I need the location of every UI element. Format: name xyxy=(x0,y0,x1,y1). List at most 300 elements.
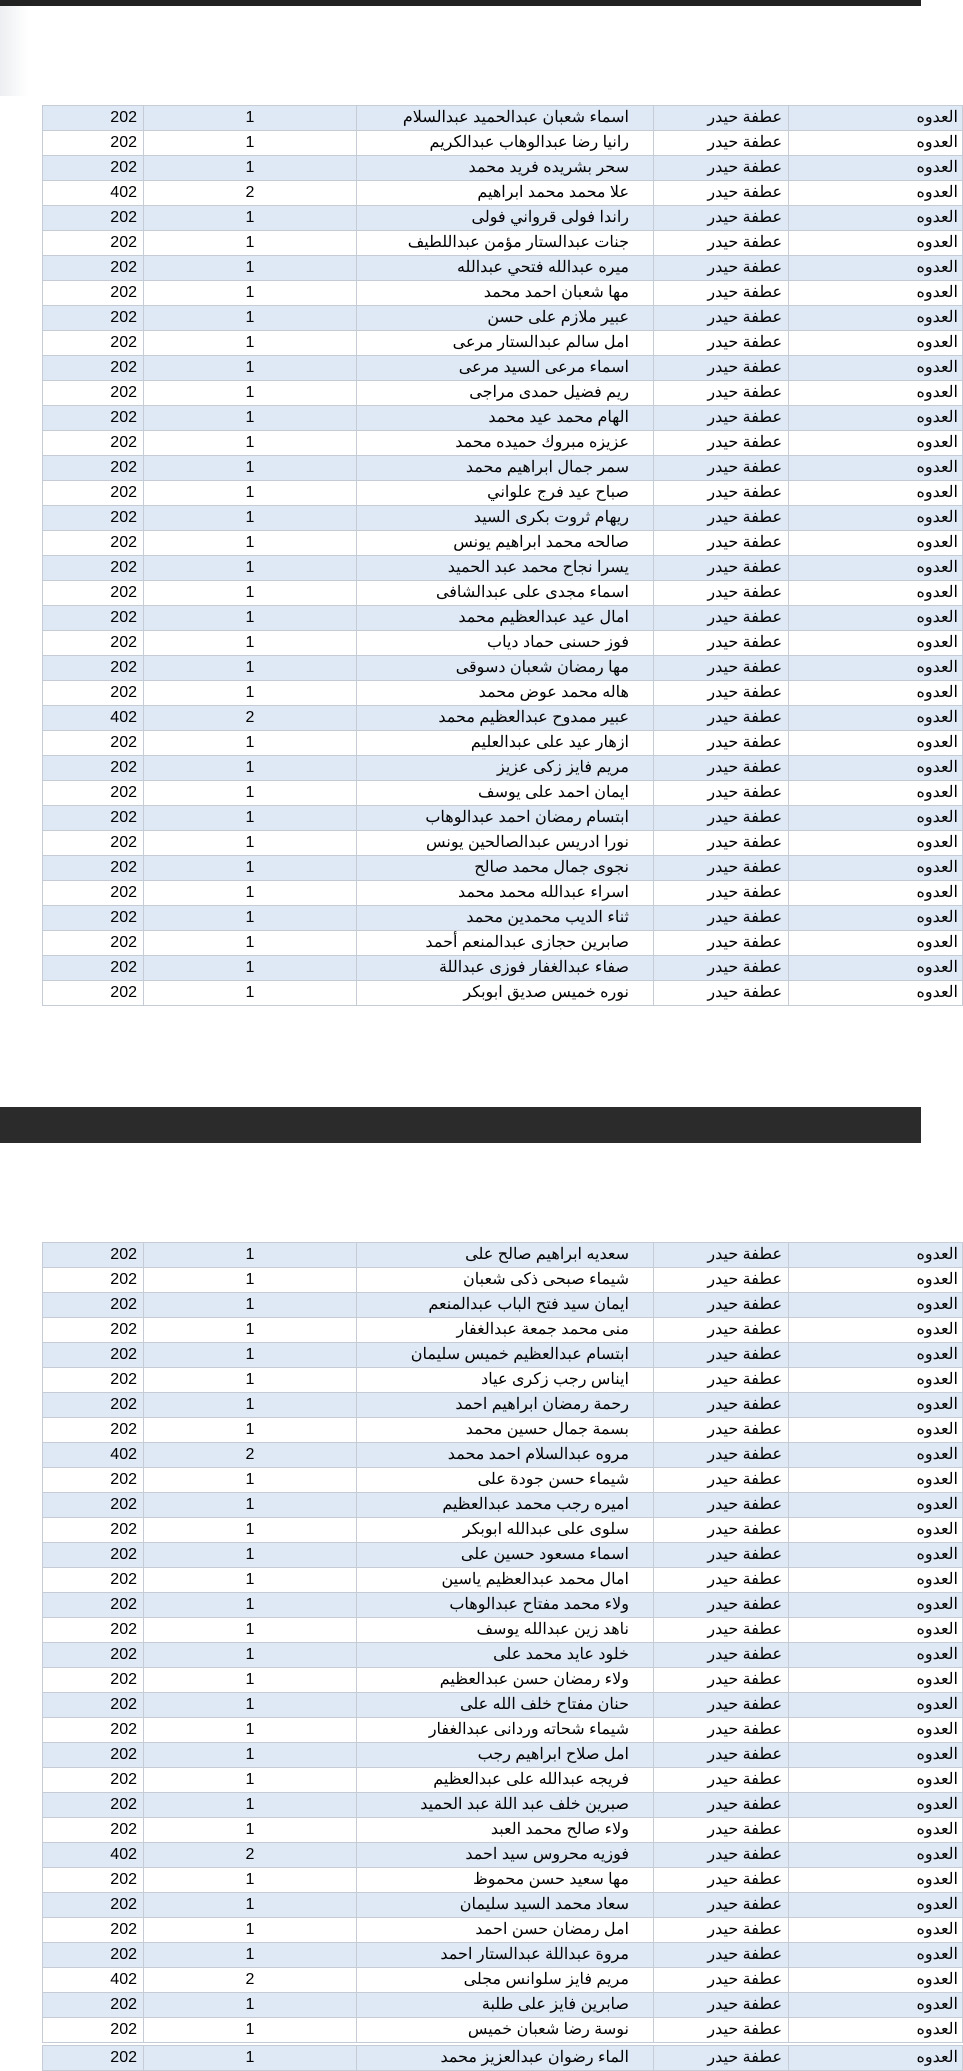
table-row xyxy=(43,1243,963,1268)
cell-code: 402 xyxy=(43,181,144,206)
cell-qty: 1 xyxy=(144,606,357,631)
cell-qty: 2 xyxy=(144,1968,357,1993)
table-row xyxy=(43,1393,963,1418)
cell-name: ايناس رجب زكرى عياد xyxy=(357,1368,654,1393)
cell-qty: 1 xyxy=(144,681,357,706)
cell-name: شيماء شحاته وردانى عبدالغفار xyxy=(357,1718,654,1743)
cell-street: عطفة حيدر xyxy=(654,356,789,381)
table-row xyxy=(43,1793,963,1818)
cell-street: عطفة حيدر xyxy=(654,1968,789,1993)
cell-code: 202 xyxy=(43,1618,144,1643)
cell-street: عطفة حيدر xyxy=(654,1668,789,1693)
cell-qty: 1 xyxy=(144,831,357,856)
cell-area: العدوه xyxy=(789,1843,963,1868)
cell-name: نورا ادريس عبدالصالحين يونس xyxy=(357,831,654,856)
cell-code: 202 xyxy=(43,556,144,581)
cell-name: بسمة جمال حسين محمد xyxy=(357,1418,654,1443)
table-row xyxy=(43,381,963,406)
cell-code: 202 xyxy=(43,1918,144,1943)
cell-area: العدوه xyxy=(789,206,963,231)
cell-code: 202 xyxy=(43,606,144,631)
cell-code: 202 xyxy=(43,1793,144,1818)
cell-street: عطفة حيدر xyxy=(654,581,789,606)
table-row xyxy=(43,1468,963,1493)
cell-name: سعاد محمد السيد سليمان xyxy=(357,1893,654,1918)
cell-area: العدوه xyxy=(789,931,963,956)
cell-name: مها شعبان احمد محمد xyxy=(357,281,654,306)
cell-name: عزيزه مبروك حميده محمد xyxy=(357,431,654,456)
table-row xyxy=(43,831,963,856)
table-row xyxy=(43,1718,963,1743)
cell-name: امل رمضان حسن احمد xyxy=(357,1918,654,1943)
cell-name: مروه عبدالسلام احمد محمد xyxy=(357,1443,654,1468)
cell-area: العدوه xyxy=(789,581,963,606)
cell-qty: 1 xyxy=(144,1393,357,1418)
cell-street: عطفة حيدر xyxy=(654,531,789,556)
cell-area: العدوه xyxy=(789,1943,963,1968)
cell-code: 202 xyxy=(43,656,144,681)
cell-name: صفاء عبدالغفار فوزى عبداللة xyxy=(357,956,654,981)
cell-street: عطفة حيدر xyxy=(654,1368,789,1393)
table-row xyxy=(43,1318,963,1343)
cell-name: سلوى على عبدالله ابوبكر xyxy=(357,1518,654,1543)
cell-code: 202 xyxy=(43,881,144,906)
cell-qty: 1 xyxy=(144,1768,357,1793)
cell-street: عطفة حيدر xyxy=(654,1568,789,1593)
table-row xyxy=(43,856,963,881)
cell-code: 202 xyxy=(43,1993,144,2018)
cell-name: ناهد زين عبدالله يوسف xyxy=(357,1618,654,1643)
cell-name: ولاء صالح محمد العبد xyxy=(357,1818,654,1843)
cell-code: 202 xyxy=(43,956,144,981)
cell-qty: 1 xyxy=(144,956,357,981)
cell-street: عطفة حيدر xyxy=(654,306,789,331)
table-row xyxy=(43,1418,963,1443)
cell-area: العدوه xyxy=(789,2018,963,2043)
cell-area: العدوه xyxy=(789,431,963,456)
cell-qty: 1 xyxy=(144,431,357,456)
cell-name: اسماء شعبان عبدالحميد عبدالسلام xyxy=(357,106,654,131)
cell-area: العدوه xyxy=(789,806,963,831)
cell-area: العدوه xyxy=(789,856,963,881)
cell-street: عطفة حيدر xyxy=(654,1443,789,1468)
table-row xyxy=(43,581,963,606)
table-row xyxy=(43,781,963,806)
cell-area: العدوه xyxy=(789,631,963,656)
top-edge-bar xyxy=(0,0,921,6)
cell-name: مها سعيد حسن محموظ xyxy=(357,1868,654,1893)
cell-name: سحر بشريده فريد محمد xyxy=(357,156,654,181)
cell-street: عطفة حيدر xyxy=(654,331,789,356)
cell-qty: 1 xyxy=(144,306,357,331)
cell-street: عطفة حيدر xyxy=(654,1743,789,1768)
cell-area: العدوه xyxy=(789,981,963,1006)
cell-qty: 1 xyxy=(144,631,357,656)
cell-name: اسماء مجدى على عبدالشافى xyxy=(357,581,654,606)
cell-code: 202 xyxy=(43,156,144,181)
cell-name: ريم فضيل حمدى مراجى xyxy=(357,381,654,406)
cell-area: العدوه xyxy=(789,956,963,981)
cell-area: العدوه xyxy=(789,1868,963,1893)
cell-street: عطفة حيدر xyxy=(654,856,789,881)
cell-qty: 1 xyxy=(144,2046,357,2071)
cell-area: العدوه xyxy=(789,1893,963,1918)
cell-area: العدوه xyxy=(789,156,963,181)
table-row xyxy=(43,331,963,356)
table-row xyxy=(43,656,963,681)
cell-area: العدوه xyxy=(789,331,963,356)
cell-code: 202 xyxy=(43,631,144,656)
cell-name: عبير ملازم على حسن xyxy=(357,306,654,331)
cell-name: ولاء رمضان حسن عبدالعظيم xyxy=(357,1668,654,1693)
cell-area: العدوه xyxy=(789,106,963,131)
cell-code: 202 xyxy=(43,1943,144,1968)
cell-name: اميره رجب محمد عبدالعظيم xyxy=(357,1493,654,1518)
cell-code: 202 xyxy=(43,1568,144,1593)
cell-code: 202 xyxy=(43,1718,144,1743)
cell-name: ريهام ثروت بكرى السيد xyxy=(357,506,654,531)
table-row xyxy=(43,406,963,431)
cell-code: 202 xyxy=(43,2018,144,2043)
cell-area: العدوه xyxy=(789,1793,963,1818)
cell-qty: 1 xyxy=(144,1518,357,1543)
cell-street: عطفة حيدر xyxy=(654,1943,789,1968)
cell-qty: 1 xyxy=(144,1993,357,2018)
cell-code: 202 xyxy=(43,481,144,506)
spreadsheet-table-top xyxy=(42,105,963,1006)
cell-name: علا محمد محمد ابراهيم xyxy=(357,181,654,206)
cell-street: عطفة حيدر xyxy=(654,256,789,281)
cell-name: ثناء الديب محمدين محمد xyxy=(357,906,654,931)
table-row xyxy=(43,981,963,1006)
cell-street: عطفة حيدر xyxy=(654,1243,789,1268)
table-row xyxy=(43,906,963,931)
cell-street: عطفة حيدر xyxy=(654,606,789,631)
cell-name: مروة عبداللة عبدالستار احمد xyxy=(357,1943,654,1968)
cell-name: نجوى جمال محمد صالح xyxy=(357,856,654,881)
cell-qty: 1 xyxy=(144,1743,357,1768)
cell-area: العدوه xyxy=(789,606,963,631)
cell-code: 202 xyxy=(43,2046,144,2071)
cell-qty: 1 xyxy=(144,1568,357,1593)
page-edge-shadow xyxy=(0,6,28,96)
cell-name: راندا فولى قرواني فولى xyxy=(357,206,654,231)
table-row xyxy=(43,456,963,481)
cell-street: عطفة حيدر xyxy=(654,1593,789,1618)
cell-code: 202 xyxy=(43,531,144,556)
cell-qty: 1 xyxy=(144,1418,357,1443)
cell-name: اسماء مرعى السيد مرعى xyxy=(357,356,654,381)
cell-area: العدوه xyxy=(789,781,963,806)
cell-code: 202 xyxy=(43,1893,144,1918)
table-row xyxy=(43,1693,963,1718)
cell-street: عطفة حيدر xyxy=(654,1818,789,1843)
cell-area: العدوه xyxy=(789,1618,963,1643)
cell-code: 202 xyxy=(43,981,144,1006)
cell-name: ايمان سيد فتح الباب عبدالمنعم xyxy=(357,1293,654,1318)
cell-name: شيماء حسن جودة على xyxy=(357,1468,654,1493)
cell-code: 202 xyxy=(43,1643,144,1668)
cell-area: العدوه xyxy=(789,1543,963,1568)
table-row xyxy=(43,681,963,706)
cell-name: صالحه محمد ابراهيم يونس xyxy=(357,531,654,556)
cell-street: عطفة حيدر xyxy=(654,756,789,781)
cell-code: 202 xyxy=(43,1468,144,1493)
cell-area: العدوه xyxy=(789,381,963,406)
cell-qty: 1 xyxy=(144,1718,357,1743)
cell-area: العدوه xyxy=(789,1818,963,1843)
table-row xyxy=(43,206,963,231)
cell-street: عطفة حيدر xyxy=(654,1618,789,1643)
cell-qty: 2 xyxy=(144,1443,357,1468)
cell-qty: 1 xyxy=(144,1243,357,1268)
cell-area: العدوه xyxy=(789,1743,963,1768)
cell-street: عطفة حيدر xyxy=(654,106,789,131)
cell-code: 202 xyxy=(43,456,144,481)
cell-area: العدوه xyxy=(789,706,963,731)
cell-area: العدوه xyxy=(789,1318,963,1343)
cell-qty: 1 xyxy=(144,231,357,256)
cell-name: مها رمضان شعبان دسوقى xyxy=(357,656,654,681)
cell-area: العدوه xyxy=(789,356,963,381)
cell-name: ولاء محمد مفتاح عبدالوهاب xyxy=(357,1593,654,1618)
table-row xyxy=(43,1618,963,1643)
cell-qty: 1 xyxy=(144,1368,357,1393)
cell-qty: 1 xyxy=(144,1943,357,1968)
cell-name: الماء رضوان عبدالعزيز محمد xyxy=(357,2046,654,2071)
cell-area: العدوه xyxy=(789,1268,963,1293)
cell-name: اسماء مسعود حسين على xyxy=(357,1543,654,1568)
cell-street: عطفة حيدر xyxy=(654,1518,789,1543)
cell-code: 202 xyxy=(43,381,144,406)
cell-name: صباح عيد فرج علواني xyxy=(357,481,654,506)
cell-street: عطفة حيدر xyxy=(654,2018,789,2043)
cell-code: 202 xyxy=(43,1318,144,1343)
partial-cut-row xyxy=(42,2045,958,2066)
table-row xyxy=(43,1818,963,1843)
table-row xyxy=(43,1443,963,1468)
cell-qty: 1 xyxy=(144,356,357,381)
cell-area: العدوه xyxy=(789,1918,963,1943)
cell-name: امال محمد عبدالعظيم ياسين xyxy=(357,1568,654,1593)
cell-street: عطفة حيدر xyxy=(654,481,789,506)
cell-qty: 1 xyxy=(144,781,357,806)
cell-qty: 2 xyxy=(144,706,357,731)
cell-street: عطفة حيدر xyxy=(654,1893,789,1918)
table-row xyxy=(43,1968,963,1993)
table-row xyxy=(43,481,963,506)
cell-area: العدوه xyxy=(789,681,963,706)
cell-qty: 1 xyxy=(144,381,357,406)
cell-street: عطفة حيدر xyxy=(654,231,789,256)
cell-name: صابرين حجازى عبدالمنعم أحمد xyxy=(357,931,654,956)
cell-qty: 1 xyxy=(144,731,357,756)
cell-qty: 1 xyxy=(144,1868,357,1893)
table-row xyxy=(43,156,963,181)
cell-qty: 1 xyxy=(144,656,357,681)
cell-street: عطفة حيدر xyxy=(654,1718,789,1743)
cell-street: عطفة حيدر xyxy=(654,1693,789,1718)
cell-code: 202 xyxy=(43,431,144,456)
cell-qty: 1 xyxy=(144,856,357,881)
cell-name: هاله محمد عوض محمد xyxy=(357,681,654,706)
table-row xyxy=(43,556,963,581)
cell-name: رانيا رضا عبدالوهاب عبدالكريم xyxy=(357,131,654,156)
table-row xyxy=(43,431,963,456)
cell-qty: 1 xyxy=(144,881,357,906)
table-row xyxy=(43,256,963,281)
cell-qty: 1 xyxy=(144,1818,357,1843)
table-row xyxy=(43,1268,963,1293)
cell-name: عبير ممدوح عبدالعظيم محمد xyxy=(357,706,654,731)
cell-street: عطفة حيدر xyxy=(654,1343,789,1368)
cell-area: العدوه xyxy=(789,1418,963,1443)
cell-code: 402 xyxy=(43,1968,144,1993)
cell-code: 202 xyxy=(43,681,144,706)
cell-name: نوره خميس صديق ابوبكر xyxy=(357,981,654,1006)
cell-qty: 1 xyxy=(144,481,357,506)
table-row xyxy=(43,306,963,331)
table-row xyxy=(43,1893,963,1918)
cell-code: 202 xyxy=(43,106,144,131)
cell-street: عطفة حيدر xyxy=(654,681,789,706)
cell-name: صبرين خلف عبد اللة عبد الحميد xyxy=(357,1793,654,1818)
cell-area: العدوه xyxy=(789,1693,963,1718)
cell-area: العدوه xyxy=(789,1568,963,1593)
cell-street: عطفة حيدر xyxy=(654,281,789,306)
cell-area: العدوه xyxy=(789,1393,963,1418)
cell-code: 202 xyxy=(43,1518,144,1543)
cell-qty: 1 xyxy=(144,1318,357,1343)
cell-name: فوز حسنى حماد دياب xyxy=(357,631,654,656)
cell-name: فريجه عبدالله على عبدالعظيم xyxy=(357,1768,654,1793)
cell-qty: 1 xyxy=(144,256,357,281)
cell-area: العدوه xyxy=(789,256,963,281)
cell-area: العدوه xyxy=(789,1968,963,1993)
cell-code: 202 xyxy=(43,306,144,331)
spreadsheet-table-bottom xyxy=(42,1242,963,2043)
cell-name: مريم فايز سلوانس مجلى xyxy=(357,1968,654,1993)
cell-qty: 1 xyxy=(144,506,357,531)
table-row xyxy=(43,506,963,531)
cell-qty: 1 xyxy=(144,1493,357,1518)
cell-name: فوزيه محروس سيد احمد xyxy=(357,1843,654,1868)
cell-qty: 1 xyxy=(144,931,357,956)
cell-qty: 1 xyxy=(144,456,357,481)
cell-code: 202 xyxy=(43,356,144,381)
cell-code: 202 xyxy=(43,231,144,256)
table-row xyxy=(43,1918,963,1943)
cell-name: حنان مفتاح خلف الله على xyxy=(357,1693,654,1718)
cell-area: العدوه xyxy=(789,281,963,306)
table-row xyxy=(43,131,963,156)
cell-code: 202 xyxy=(43,1743,144,1768)
cell-code: 202 xyxy=(43,331,144,356)
cell-code: 202 xyxy=(43,1393,144,1418)
cell-street: عطفة حيدر xyxy=(654,456,789,481)
cell-code: 202 xyxy=(43,1593,144,1618)
cell-qty: 1 xyxy=(144,1918,357,1943)
cell-code: 202 xyxy=(43,831,144,856)
table-row xyxy=(43,706,963,731)
cell-street: عطفة حيدر xyxy=(654,1418,789,1443)
cell-code: 202 xyxy=(43,906,144,931)
cell-street: عطفة حيدر xyxy=(654,1843,789,1868)
cell-qty: 1 xyxy=(144,1293,357,1318)
cell-street: عطفة حيدر xyxy=(654,631,789,656)
cell-qty: 1 xyxy=(144,156,357,181)
cell-name: صابرين فايز على طلبة xyxy=(357,1993,654,2018)
table-row xyxy=(43,281,963,306)
cell-name: اسراء عبدالله محمد محمد xyxy=(357,881,654,906)
cell-qty: 1 xyxy=(144,406,357,431)
cell-street: عطفة حيدر xyxy=(654,1768,789,1793)
cell-area: العدوه xyxy=(789,656,963,681)
table-row xyxy=(43,931,963,956)
cell-qty: 1 xyxy=(144,1643,357,1668)
cell-street: عطفة حيدر xyxy=(654,206,789,231)
cell-name: يسرا نجاح محمد عبد الحميد xyxy=(357,556,654,581)
cell-code: 202 xyxy=(43,1268,144,1293)
cell-qty: 1 xyxy=(144,531,357,556)
cell-name: امال عيد عبدالعظيم محمد xyxy=(357,606,654,631)
cell-area: العدوه xyxy=(789,1518,963,1543)
cell-code: 402 xyxy=(43,706,144,731)
table-row xyxy=(43,1643,963,1668)
table-row xyxy=(43,1668,963,1693)
cell-qty: 1 xyxy=(144,1593,357,1618)
cell-code: 202 xyxy=(43,256,144,281)
cell-area: العدوه xyxy=(789,1368,963,1393)
table-row xyxy=(43,1568,963,1593)
table-row xyxy=(43,181,963,206)
cell-code: 202 xyxy=(43,406,144,431)
cell-area: العدوه xyxy=(789,181,963,206)
cell-code: 202 xyxy=(43,781,144,806)
cell-street: عطفة حيدر xyxy=(654,381,789,406)
cell-area: العدوه xyxy=(789,481,963,506)
cell-code: 202 xyxy=(43,1243,144,1268)
cell-street: عطفة حيدر xyxy=(654,1643,789,1668)
cell-code: 202 xyxy=(43,1293,144,1318)
cell-area: العدوه xyxy=(789,1593,963,1618)
table-row xyxy=(43,1843,963,1868)
cell-area: العدوه xyxy=(789,506,963,531)
table-row xyxy=(43,1293,963,1318)
table-row xyxy=(43,1368,963,1393)
table-row xyxy=(43,956,963,981)
cell-area: العدوه xyxy=(789,731,963,756)
cell-area: العدوه xyxy=(789,531,963,556)
cell-code: 202 xyxy=(43,931,144,956)
cell-area: العدوه xyxy=(789,2046,963,2071)
cell-street: عطفة حيدر xyxy=(654,881,789,906)
cell-street: عطفة حيدر xyxy=(654,731,789,756)
cell-street: عطفة حيدر xyxy=(654,1393,789,1418)
table-row xyxy=(43,1943,963,1968)
table-row xyxy=(43,631,963,656)
cell-code: 202 xyxy=(43,806,144,831)
cell-street: عطفة حيدر xyxy=(654,1493,789,1518)
cell-area: العدوه xyxy=(789,556,963,581)
cell-street: عطفة حيدر xyxy=(654,1318,789,1343)
cell-name: مريم فايز زكى عزيز xyxy=(357,756,654,781)
cell-area: العدوه xyxy=(789,1643,963,1668)
cell-code: 202 xyxy=(43,1368,144,1393)
cell-qty: 1 xyxy=(144,1468,357,1493)
cell-area: العدوه xyxy=(789,831,963,856)
cell-qty: 2 xyxy=(144,1843,357,1868)
